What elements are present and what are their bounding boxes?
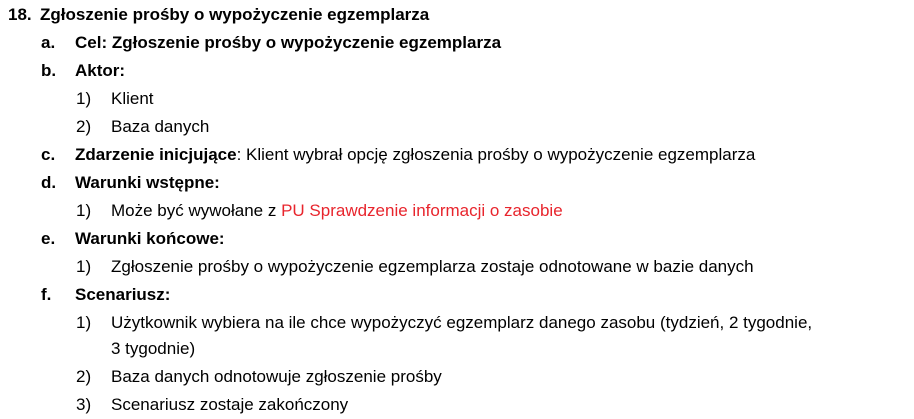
scenario-step-text-continued: 3 tygodnie)	[111, 339, 196, 358]
list-marker: b.	[41, 61, 57, 80]
goal-text: Cel: Zgłoszenie prośby o wypożyczenie egzemplarza	[75, 33, 502, 52]
actor-client: Klient	[111, 89, 154, 108]
scenario-step-text: Baza danych odnotowuje zgłoszenie prośby	[111, 367, 442, 386]
trigger-line	[75, 145, 755, 165]
sub-marker: 2)	[76, 367, 92, 386]
precondition-line	[111, 201, 563, 221]
sub-marker: 1)	[76, 89, 92, 108]
scenario-step-text: Użytkownik wybiera na ile chce wypożyczyć egzemplarz danego zasobu (tydzień, 2 tygodnie,	[111, 313, 813, 332]
sub-marker: 1)	[76, 257, 92, 276]
section-title: Zgłoszenie prośby o wypożyczenie egzemplarza	[40, 5, 430, 24]
section-number: 18.	[8, 5, 32, 24]
trigger-text: : Klient wybrał opcję zgłoszenia prośby o wypożyczenie egzemplarza	[236, 145, 756, 164]
list-marker: e.	[41, 229, 56, 248]
sub-marker: 1)	[76, 201, 92, 220]
precondition-text: Może być wywołane z	[111, 201, 282, 220]
postconditions-label: Warunki końcowe:	[75, 229, 225, 248]
use-case-link[interactable]: PU Sprawdzenie informacji o zasobie	[281, 201, 563, 220]
list-marker: a.	[41, 33, 56, 52]
sub-marker: 2)	[76, 117, 92, 136]
sub-marker: 1)	[76, 313, 92, 332]
list-marker: f.	[41, 285, 52, 304]
scenario-label: Scenariusz:	[75, 285, 171, 304]
list-marker: c.	[41, 145, 56, 164]
postcondition-text: Zgłoszenie prośby o wypożyczenie egzemplarza zostaje odnotowane w bazie danych	[111, 257, 754, 276]
sub-marker: 3)	[76, 395, 92, 414]
actor-database: Baza danych	[111, 117, 210, 136]
preconditions-label: Warunki wstępne:	[75, 173, 220, 192]
trigger-label: Zdarzenie inicjujące	[75, 145, 237, 164]
actor-label: Aktor:	[75, 61, 126, 80]
list-marker: d.	[41, 173, 57, 192]
scenario-step-text: Scenariusz zostaje zakończony	[111, 395, 349, 414]
